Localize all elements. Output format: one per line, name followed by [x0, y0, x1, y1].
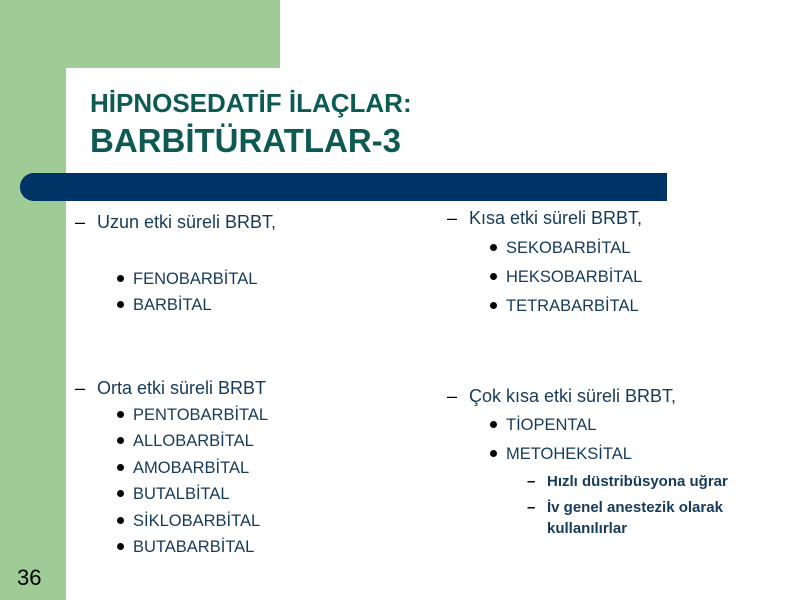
left-group1-heading — [75, 212, 276, 233]
list-item-text: SİKLOBARBİTAL — [133, 512, 261, 530]
list-item — [117, 485, 230, 504]
list-item-text: TETRABARBİTAL — [506, 297, 639, 315]
dash-marker: – — [527, 499, 536, 516]
dash-marker: – — [447, 386, 458, 406]
bullet-icon — [117, 437, 124, 444]
list-item-text: METOHEKSİTAL — [506, 445, 632, 463]
list-item-text: BARBİTAL — [133, 296, 212, 314]
heading-text: Kısa etki süreli BRBT, — [469, 208, 643, 228]
sub-list-item — [527, 473, 728, 490]
title-underline-bar — [20, 173, 667, 201]
dash-marker: – — [447, 208, 458, 228]
list-item — [117, 432, 254, 451]
list-item — [490, 416, 596, 435]
slide-title-line1: HİPNOSEDATİF İLAÇLAR: — [90, 88, 412, 118]
bullet-icon — [117, 301, 124, 308]
heading-text: Orta etki süreli BRBT — [97, 378, 267, 398]
list-item — [490, 239, 630, 258]
dash-marker: – — [527, 473, 536, 490]
bullet-icon — [490, 302, 497, 309]
heading-text: Çok kısa etki süreli BRBT, — [469, 386, 677, 406]
list-item-text: SEKOBARBİTAL — [506, 239, 631, 257]
sub-list-item-text: İv genel anestezik olarak — [547, 499, 723, 516]
list-item — [117, 459, 249, 478]
list-item-text: BUTABARBİTAL — [133, 538, 255, 556]
dash-marker: – — [75, 212, 86, 232]
page-number: 36 — [17, 565, 42, 590]
list-item — [490, 445, 632, 464]
green-top-panel — [0, 0, 280, 68]
list-item-text: BUTALBİTAL — [133, 485, 230, 503]
sub-list-item-continuation: kullanılırlar — [547, 520, 628, 537]
bar-rounded-end — [20, 173, 48, 201]
list-item — [117, 512, 260, 531]
list-item-text: ALLOBARBİTAL — [133, 432, 254, 450]
right-group2-heading — [447, 386, 676, 407]
list-item-text: HEKSOBARBİTAL — [506, 268, 643, 286]
green-side-panel — [0, 0, 66, 600]
list-item-text: FENOBARBİTAL — [133, 270, 258, 288]
left-group2-heading — [75, 378, 266, 399]
list-item — [117, 406, 268, 425]
right-group1-heading — [447, 208, 642, 229]
list-item — [490, 268, 642, 287]
list-item-text: TİOPENTAL — [506, 416, 597, 434]
bullet-icon — [490, 450, 497, 457]
list-item — [117, 270, 257, 289]
slide-title-line2: BARBİTÜRATLAR-3 — [90, 122, 402, 159]
bullet-icon — [117, 517, 124, 524]
list-item-text: AMOBARBİTAL — [133, 459, 250, 477]
bullet-icon — [117, 275, 124, 282]
bullet-icon — [117, 464, 124, 471]
heading-text: Uzun etki süreli BRBT, — [97, 212, 277, 232]
bullet-icon — [490, 244, 497, 251]
bullet-icon — [117, 411, 124, 418]
bullet-icon — [117, 490, 124, 497]
sub-list-item — [527, 499, 723, 516]
dash-marker: – — [75, 378, 86, 398]
list-item-text: PENTOBARBİTAL — [133, 406, 269, 424]
bullet-icon — [490, 421, 497, 428]
bullet-icon — [117, 543, 124, 550]
list-item — [490, 297, 639, 316]
sub-list-item-text: Hızlı düstribüsyona uğrar — [547, 473, 728, 490]
bullet-icon — [490, 273, 497, 280]
list-item — [117, 296, 212, 315]
list-item — [117, 538, 254, 557]
